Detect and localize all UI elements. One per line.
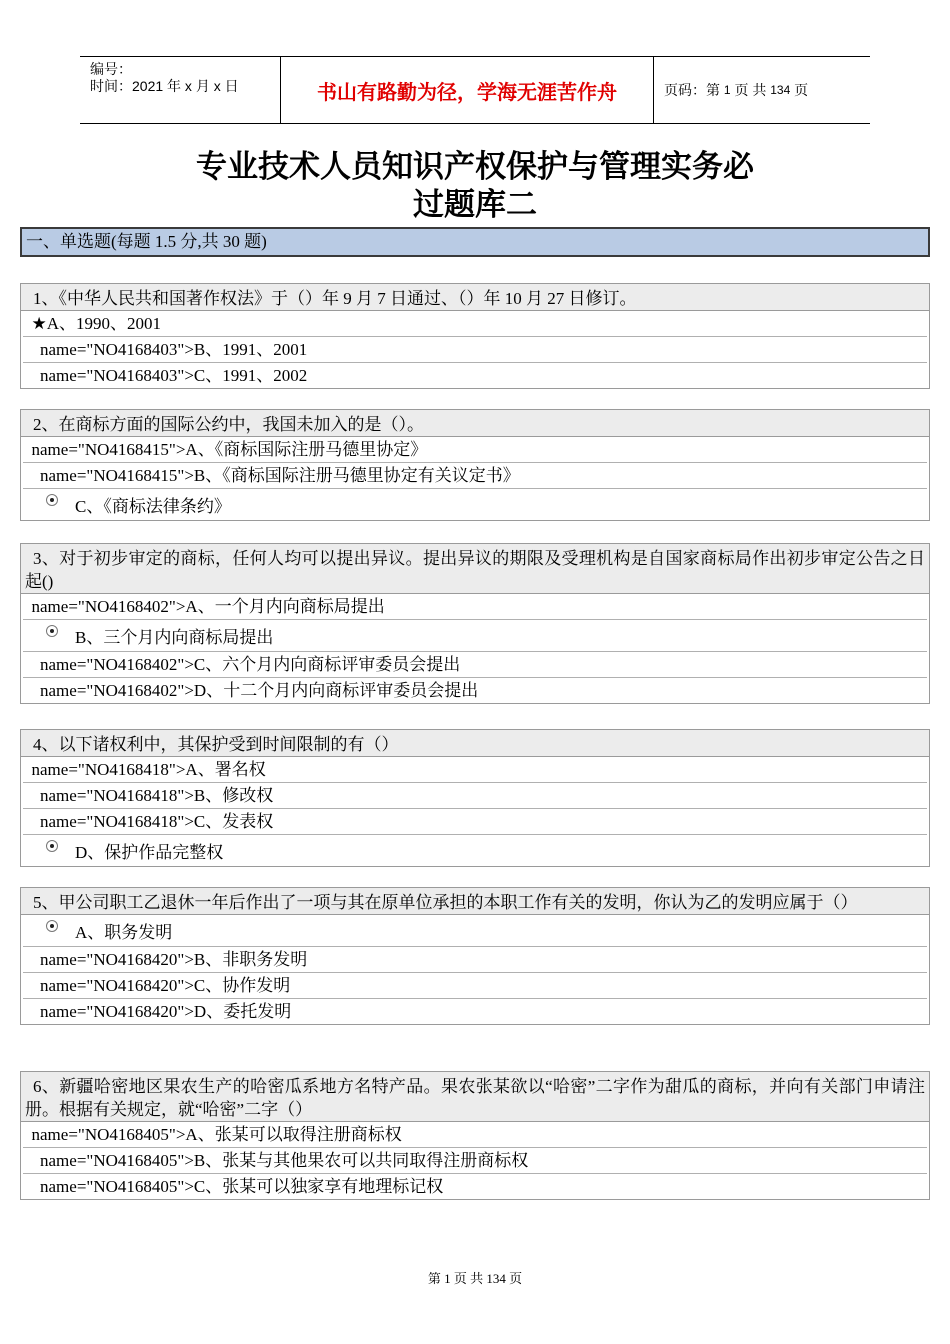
option-label: name="NO4168415">A、《商标国际注册马德里协定》 (23, 440, 428, 459)
option-row (23, 1174, 927, 1199)
option-label: name="NO4168403">B、1991、2001 (23, 340, 308, 359)
option-label: name="NO4168418">C、发表权 (23, 812, 274, 831)
option-row (23, 337, 927, 363)
option-label: name="NO4168420">B、非职务发明 (23, 950, 308, 969)
title-line-2: 过题库二 (413, 187, 537, 223)
option-label: A、职务发明 (75, 923, 173, 942)
question-5 (20, 887, 930, 1025)
page-mid: 页 共 (734, 82, 767, 98)
question-text: 6、新疆哈密地区果农生产的哈密瓜系地方名特产品。果农张某欲以“哈密”二字作为甜瓜的商标，并向有关部门申请注册。根据有关规定，就“哈密”二字（） (21, 1072, 929, 1122)
option-label: name="NO4168415">B、《商标国际注册马德里协定有关议定书》 (23, 466, 520, 485)
option-label: name="NO4168418">B、修改权 (23, 786, 274, 805)
option-row[interactable] (23, 489, 927, 520)
page-header (80, 56, 870, 124)
option-row (23, 757, 927, 783)
option-label: D、保护作品完整权 (75, 843, 224, 862)
radio-selected-icon[interactable] (46, 840, 58, 852)
option-label: B、三个月内向商标局提出 (75, 628, 274, 647)
option-label: name="NO4168403">C、1991、2002 (23, 366, 308, 385)
option-label: C、《商标法律条约》 (75, 497, 231, 516)
radio-selected-icon[interactable] (46, 920, 58, 932)
question-text: 5、甲公司职工乙退休一年后作出了一项与其在原单位承担的本职工作有关的发明，你认为乙的发明应属于（） (21, 888, 929, 915)
radio-selected-icon[interactable] (46, 494, 58, 506)
option-label: name="NO4168420">C、协作发明 (23, 976, 291, 995)
option-row (23, 809, 927, 835)
question-3 (20, 543, 930, 704)
time-label: 时间：2021 年 x 月 x 日 (90, 78, 239, 94)
header-meta (80, 57, 281, 123)
title-line-1: 专业技术人员知识产权保护与管理实务必 (196, 149, 754, 185)
option-row (23, 783, 927, 809)
option-row[interactable] (23, 835, 927, 866)
option-label: name="NO4168405">C、张某可以独家享有地理标记权 (23, 1177, 444, 1196)
question-text: 3、对于初步审定的商标，任何人均可以提出异议。提出异议的期限及受理机构是自国家商标局作出初步审定公告之日起() (21, 544, 929, 594)
question-2 (20, 409, 930, 521)
option-label: name="NO4168402">D、十二个月内向商标评审委员会提出 (23, 681, 479, 700)
page-total: 134 (770, 83, 791, 97)
option-label: ★A、1990、2001 (23, 314, 162, 333)
question-1 (20, 283, 930, 389)
serial-label: 编号： (90, 61, 132, 77)
page-prefix: 页码：第 (664, 82, 720, 98)
question-text: 4、以下诸权利中，其保护受到时间限制的有（） (21, 730, 929, 757)
radio-selected-icon[interactable] (46, 625, 58, 637)
question-text: 1、《中华人民共和国著作权法》于（）年 9 月 7 日通过、（）年 10 月 27 日修订。 (21, 284, 929, 311)
page-suffix: 页 (794, 82, 809, 98)
option-row (23, 437, 927, 463)
page-footer: 第 1 页 共 134 页 (427, 1271, 523, 1286)
option-row (23, 311, 927, 337)
option-row (23, 1122, 927, 1148)
option-label: name="NO4168418">A、署名权 (23, 760, 266, 779)
option-row (23, 594, 927, 620)
option-row[interactable] (23, 915, 927, 947)
option-row (23, 973, 927, 999)
header-page-info (654, 57, 870, 123)
question-4 (20, 729, 930, 867)
option-label: name="NO4168405">B、张某与其他果农可以共同取得注册商标权 (23, 1151, 529, 1170)
question-text: 2、在商标方面的国际公约中，我国未加入的是（）。 (21, 410, 929, 437)
option-label: name="NO4168402">A、一个月内向商标局提出 (23, 597, 385, 616)
option-row (23, 463, 927, 489)
header-motto: 书山有路勤为径，学海无涯苦作舟 (281, 57, 654, 123)
option-label: name="NO4168405">A、张某可以取得注册商标权 (23, 1125, 402, 1144)
page-number: 1 (723, 83, 731, 97)
section-header: 一、单选题(每题 1.5 分,共 30 题) (20, 227, 930, 257)
document-title (0, 148, 950, 224)
option-label: name="NO4168402">C、六个月内向商标评审委员会提出 (23, 655, 461, 674)
option-row[interactable] (23, 620, 927, 652)
option-row (23, 678, 927, 703)
question-6 (20, 1071, 930, 1200)
option-row (23, 999, 927, 1024)
option-row (23, 1148, 927, 1174)
option-label: name="NO4168420">D、委托发明 (23, 1002, 292, 1021)
option-row (23, 363, 927, 388)
